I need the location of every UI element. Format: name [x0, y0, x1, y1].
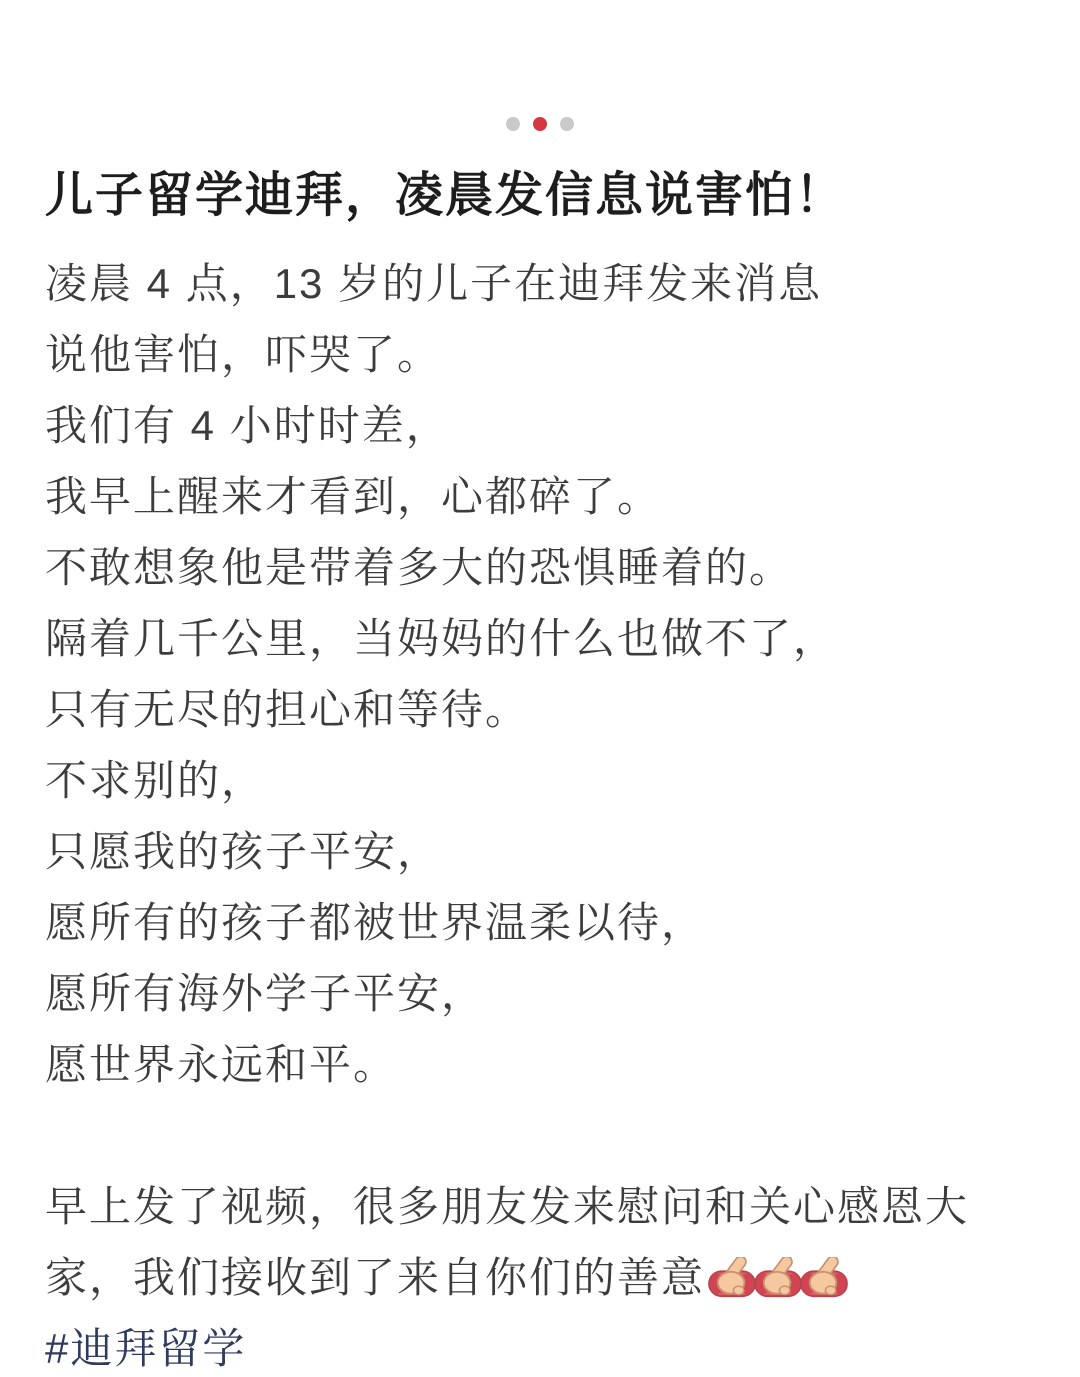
text-line-with-emoji — [45, 1242, 1040, 1313]
text-line: 只有无尽的担心和等待。 — [45, 686, 530, 733]
article-title: 儿子留学迪拜，凌晨发信息说害怕！ — [45, 169, 846, 222]
finger-heart-hand-icon — [753, 1257, 803, 1299]
text-line: 我们有 4 小时时差， — [45, 402, 450, 449]
text-line: 不敢想象他是带着多大的恐惧睡着的。 — [45, 544, 794, 591]
text-line: 愿世界永远和平。 — [45, 1041, 398, 1088]
slideshow-dot-active-icon — [533, 117, 547, 131]
text-line: 愿所有海外学子平安， — [45, 970, 486, 1017]
finger-heart-hand-icon — [707, 1257, 757, 1299]
slideshow-dots — [0, 117, 1080, 131]
closing-text: 家，我们接收到了来自你们的善意 — [45, 1254, 706, 1301]
finger-heart-hand-icon — [799, 1257, 849, 1299]
hashtag-link[interactable]: #迪拜留学 — [45, 1325, 247, 1372]
slideshow-dot-icon — [560, 117, 574, 131]
slideshow-dot-icon — [506, 117, 520, 131]
text-line: 我早上醒来才看到，心都碎了。 — [45, 473, 662, 520]
article-content — [45, 166, 1040, 1377]
text-line: 说他害怕，吓哭了。 — [45, 331, 442, 378]
text-line: 隔着几千公里，当妈妈的什么也做不了， — [45, 615, 838, 662]
text-line: 愿所有的孩子都被世界温柔以待， — [45, 899, 706, 946]
finger-heart-emoji-group — [705, 1254, 849, 1301]
blank-line — [45, 1100, 1040, 1171]
text-line: 不求别的， — [45, 757, 266, 804]
text-line: 只愿我的孩子平安， — [45, 828, 442, 875]
text-line: 早上发了视频，很多朋友发来慰问和关心感恩大 — [45, 1183, 970, 1230]
text-line: 凌晨 4 点，13 岁的儿子在迪拜发来消息 — [45, 260, 823, 307]
